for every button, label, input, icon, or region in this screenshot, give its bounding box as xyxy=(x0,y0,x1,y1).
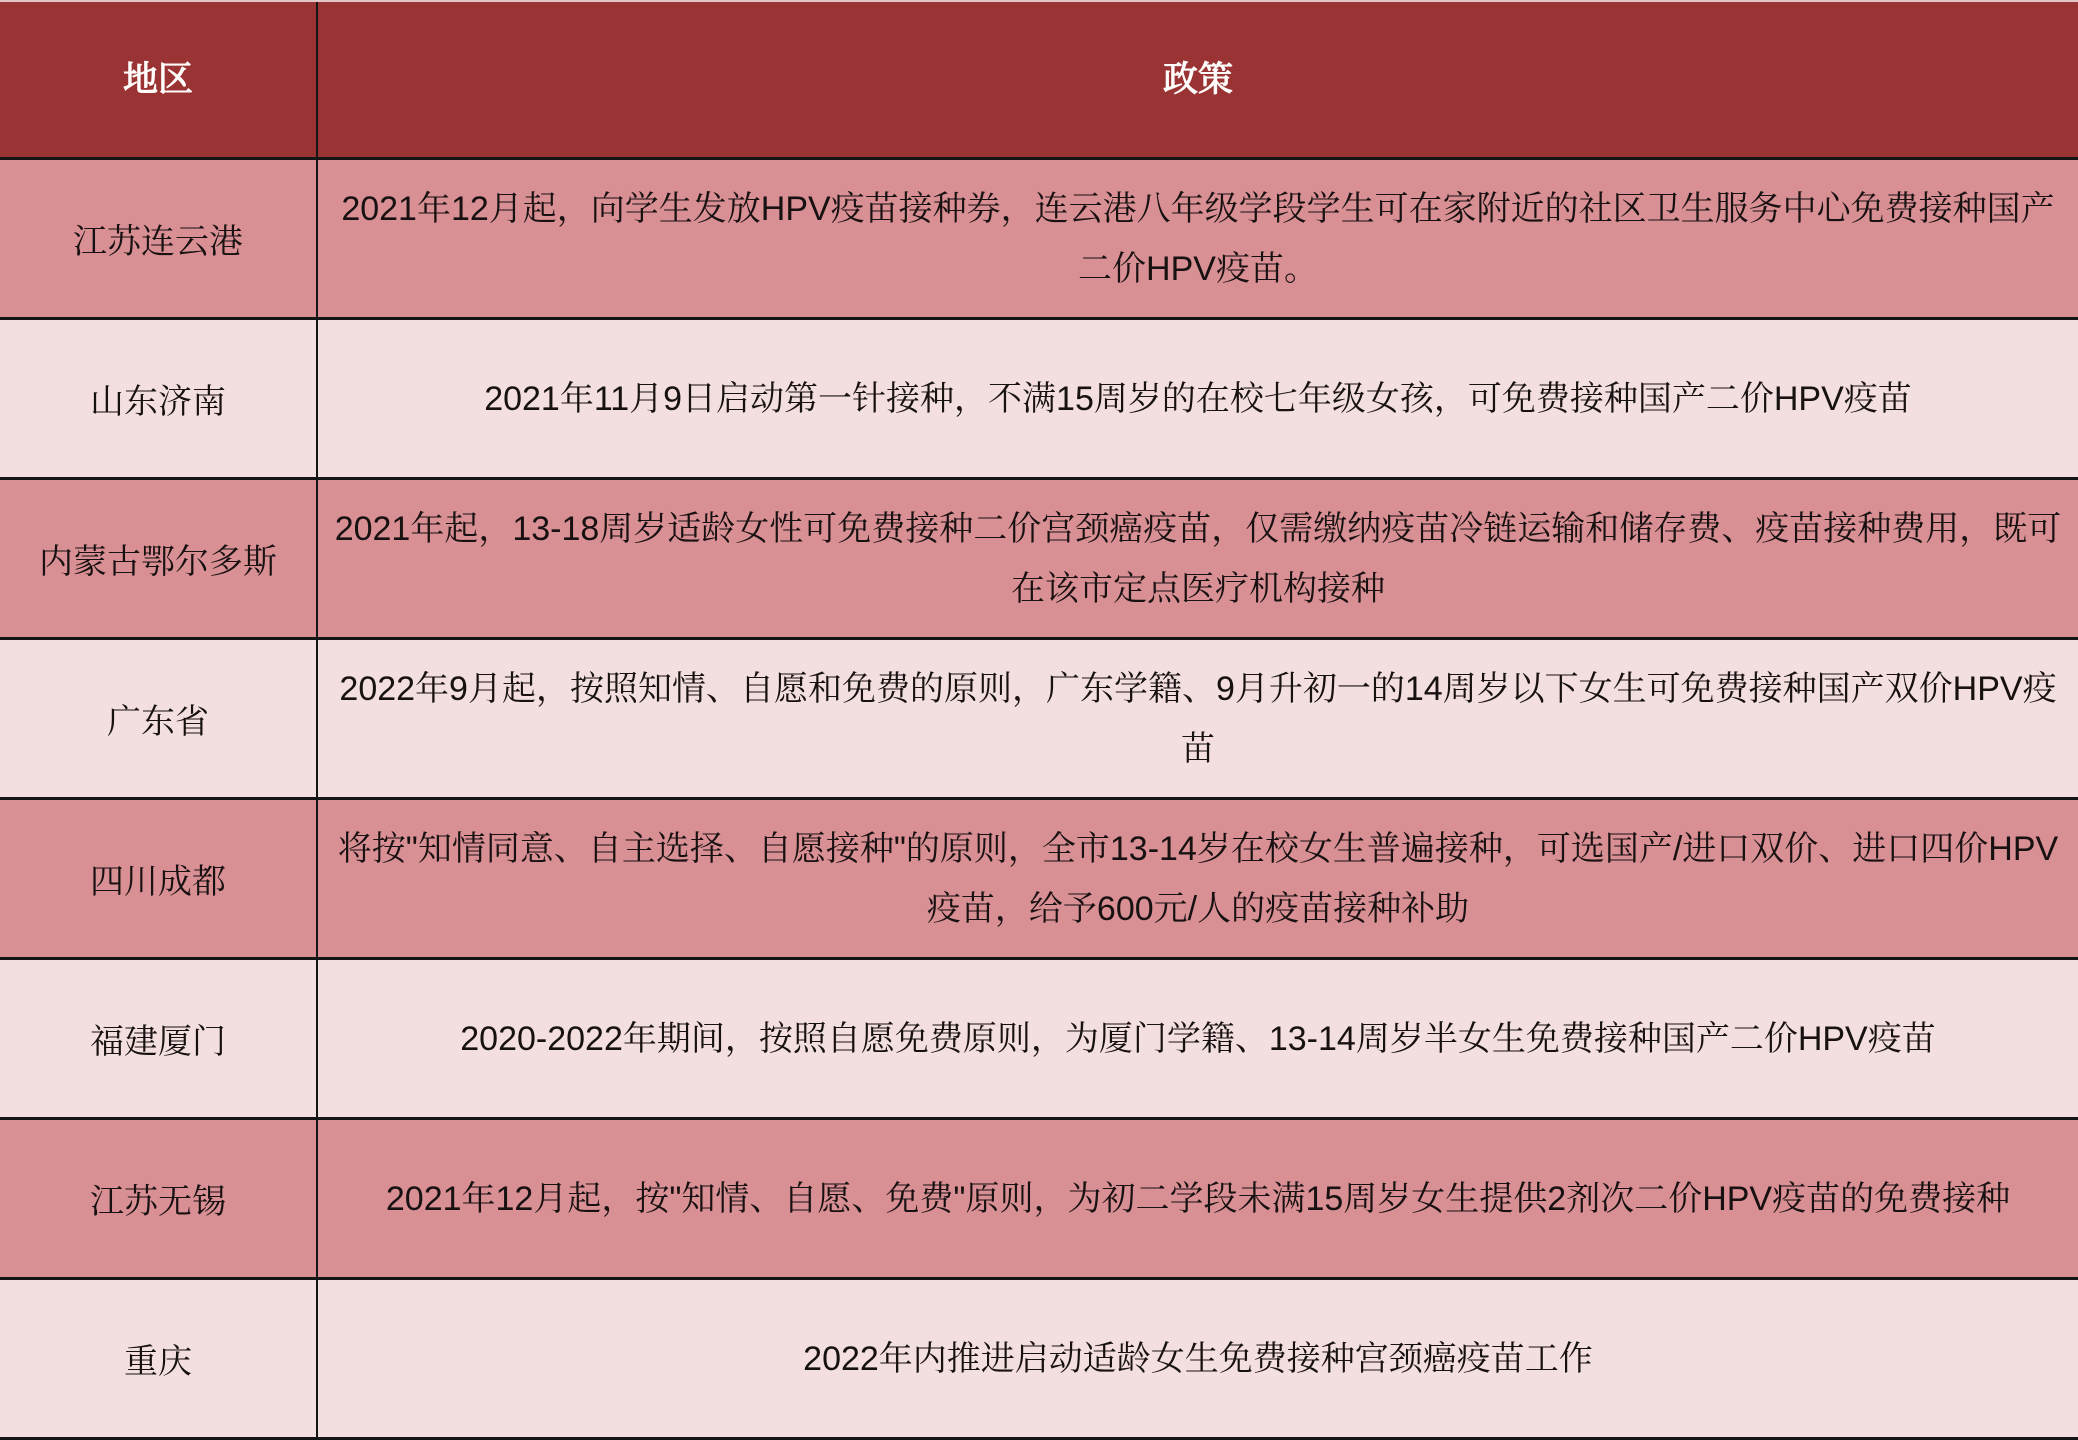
region-cell: 广东省 xyxy=(0,640,318,797)
table-row xyxy=(0,960,2078,1120)
table-row xyxy=(0,1120,2078,1280)
policy-cell: 2022年内推进启动适龄女生免费接种宫颈癌疫苗工作 xyxy=(803,1339,1593,1378)
policy-cell: 2020-2022年期间，按照自愿免费原则，为厦门学籍、13-14周岁半女生免费接种国产二价HPV疫苗 xyxy=(460,1019,1936,1058)
region-cell: 内蒙古鄂尔多斯 xyxy=(0,480,318,637)
region-cell: 四川成都 xyxy=(0,800,318,957)
region-cell: 江苏连云港 xyxy=(0,160,318,317)
table-row xyxy=(0,320,2078,480)
header-region: 地区 xyxy=(0,2,318,157)
region-cell: 山东济南 xyxy=(0,320,318,477)
policy-cell: 2021年起，13-18周岁适龄女性可免费接种二价宫颈癌疫苗，仅需缴纳疫苗冷链运输和储存费、疫苗接种费用，既可在该市定点医疗机构接种 xyxy=(334,509,2062,608)
table-header-row xyxy=(0,2,2078,160)
policy-cell: 2022年9月起，按照知情、自愿和免费的原则，广东学籍、9月升初一的14周岁以下女生可免费接种国产双价HPV疫苗 xyxy=(339,669,2057,768)
policy-cell: 2021年12月起，按"知情、自愿、免费"原则，为初二学段未满15周岁女生提供2剂次二价HPV疫苗的免费接种 xyxy=(385,1179,2011,1218)
table-row xyxy=(0,480,2078,640)
region-cell: 福建厦门 xyxy=(0,960,318,1117)
table-row xyxy=(0,640,2078,800)
policy-cell: 2021年11月9日启动第一针接种，不满15周岁的在校七年级女孩，可免费接种国产二价HPV疫苗 xyxy=(484,379,1912,418)
header-policy: 政策 xyxy=(1162,59,1233,99)
table-row xyxy=(0,1280,2078,1440)
region-cell: 江苏无锡 xyxy=(0,1120,318,1277)
table-row xyxy=(0,160,2078,320)
table-row xyxy=(0,800,2078,960)
policy-cell: 将按"知情同意、自主选择、自愿接种"的原则，全市13-14岁在校女生普遍接种，可选国产/进口双价、进口四价HPV疫苗，给予600元/人的疫苗接种补助 xyxy=(337,829,2059,928)
region-cell: 重庆 xyxy=(0,1280,318,1437)
policy-cell: 2021年12月起，向学生发放HPV疫苗接种券，连云港八年级学段学生可在家附近的社区卫生服务中心免费接种国产二价HPV疫苗。 xyxy=(341,189,2055,288)
